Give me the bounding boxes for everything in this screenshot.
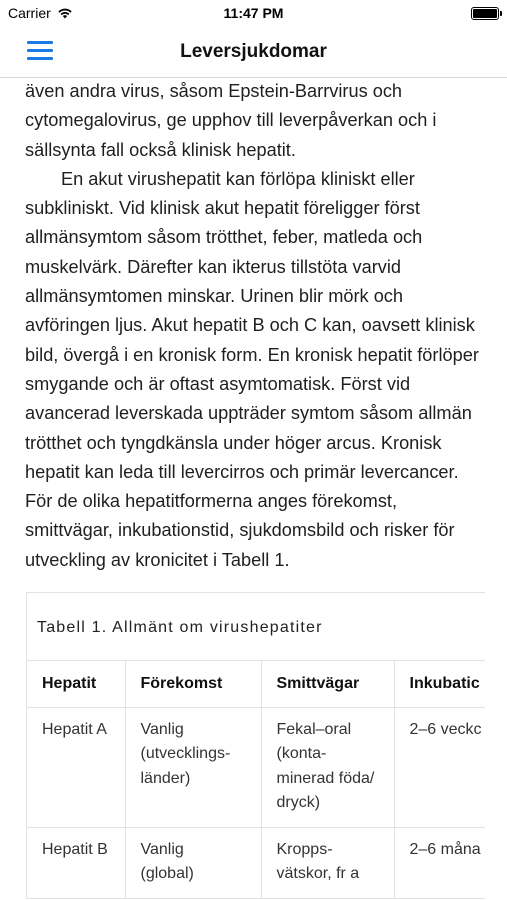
- column-header-inkubation: Inkubatic: [394, 661, 485, 707]
- cell-line: (utvecklings-: [140, 745, 231, 763]
- navigation-bar: [0, 28, 507, 78]
- article-paragraph-2: En akut virushepatit kan förlöpa kliniskt eller subkliniskt. Vid klinisk akut hepatit föreligger först allmänsymtom såsom trötthet, feber, matleda och muskelvärk. Därefter kan ikterus tillstöta varvid allmänsymtomen minskar. Urinen blir mörk och avföringen ljus. Akut hepatit B och C kan, oavsett klinisk bild, övergå i en kronisk form. En kronisk hepatit förlöper smygande och är oftast asymtomatisk. Först vid avancerad leverskada uppträder symtom såsom allmän trötthet och tyngdkänsla under höger arcus. Kronisk hepatit kan leda till levercirros och primär levercancer. För de olika hepatitformerna anges förekomst, smittvägar, inkubationstid, sjukdomsbild och risker för utveckling av kronicitet i Tabell 1.: [25, 168, 479, 570]
- column-header-forekomst: Förekomst: [125, 661, 261, 707]
- cell-line: Vanlig: [140, 720, 184, 738]
- cell-line: dryck): [276, 794, 321, 812]
- cell-inkubation: 2–6 veckc: [394, 707, 485, 827]
- cell-forekomst: [125, 707, 261, 827]
- cell-line: minerad föda/: [276, 769, 375, 787]
- battery-icon: [471, 7, 499, 20]
- cell-line: Fekal–oral: [276, 720, 352, 738]
- table-caption: Tabell 1. Allmänt om virushepatiter: [27, 593, 485, 661]
- hepatitis-table: [27, 661, 485, 899]
- table-1[interactable]: [26, 592, 485, 899]
- article-paragraph-1: även andra virus, såsom Epstein-Barrvirus och cytomegalovirus, ge upphov till leverpåverkan och i sällsynta fall också klinisk hepatit.: [25, 81, 437, 160]
- page-title: Leversjukdomar: [180, 41, 327, 62]
- article-scroll-view[interactable]: [0, 78, 507, 900]
- cell-line: länder): [140, 769, 191, 787]
- cell-line: vätskor, fr a: [276, 865, 360, 883]
- cell-inkubation: 2–6 måna: [394, 827, 485, 898]
- cell-line: (global): [140, 865, 194, 883]
- battery-fill: [473, 9, 497, 18]
- carrier-label: Carrier: [8, 5, 51, 21]
- table-row: [27, 707, 485, 827]
- cell-line: Vanlig: [140, 840, 184, 858]
- cell-line: (konta-: [276, 745, 327, 763]
- status-bar: [0, 0, 507, 28]
- table-row: [27, 827, 485, 898]
- cell-forekomst: [125, 827, 261, 898]
- table-header-row: [27, 661, 485, 707]
- cell-smittvagar: [261, 827, 394, 898]
- cell-line: Kropps-: [276, 840, 333, 858]
- article-body: [0, 78, 507, 575]
- cell-hepatit: Hepatit A: [27, 707, 125, 827]
- cell-smittvagar: [261, 707, 394, 827]
- column-header-smittvagar: Smittvägar: [261, 661, 394, 707]
- column-header-hepatit: Hepatit: [27, 661, 125, 707]
- cell-hepatit: Hepatit B: [27, 827, 125, 898]
- status-time: 11:47 PM: [223, 5, 284, 21]
